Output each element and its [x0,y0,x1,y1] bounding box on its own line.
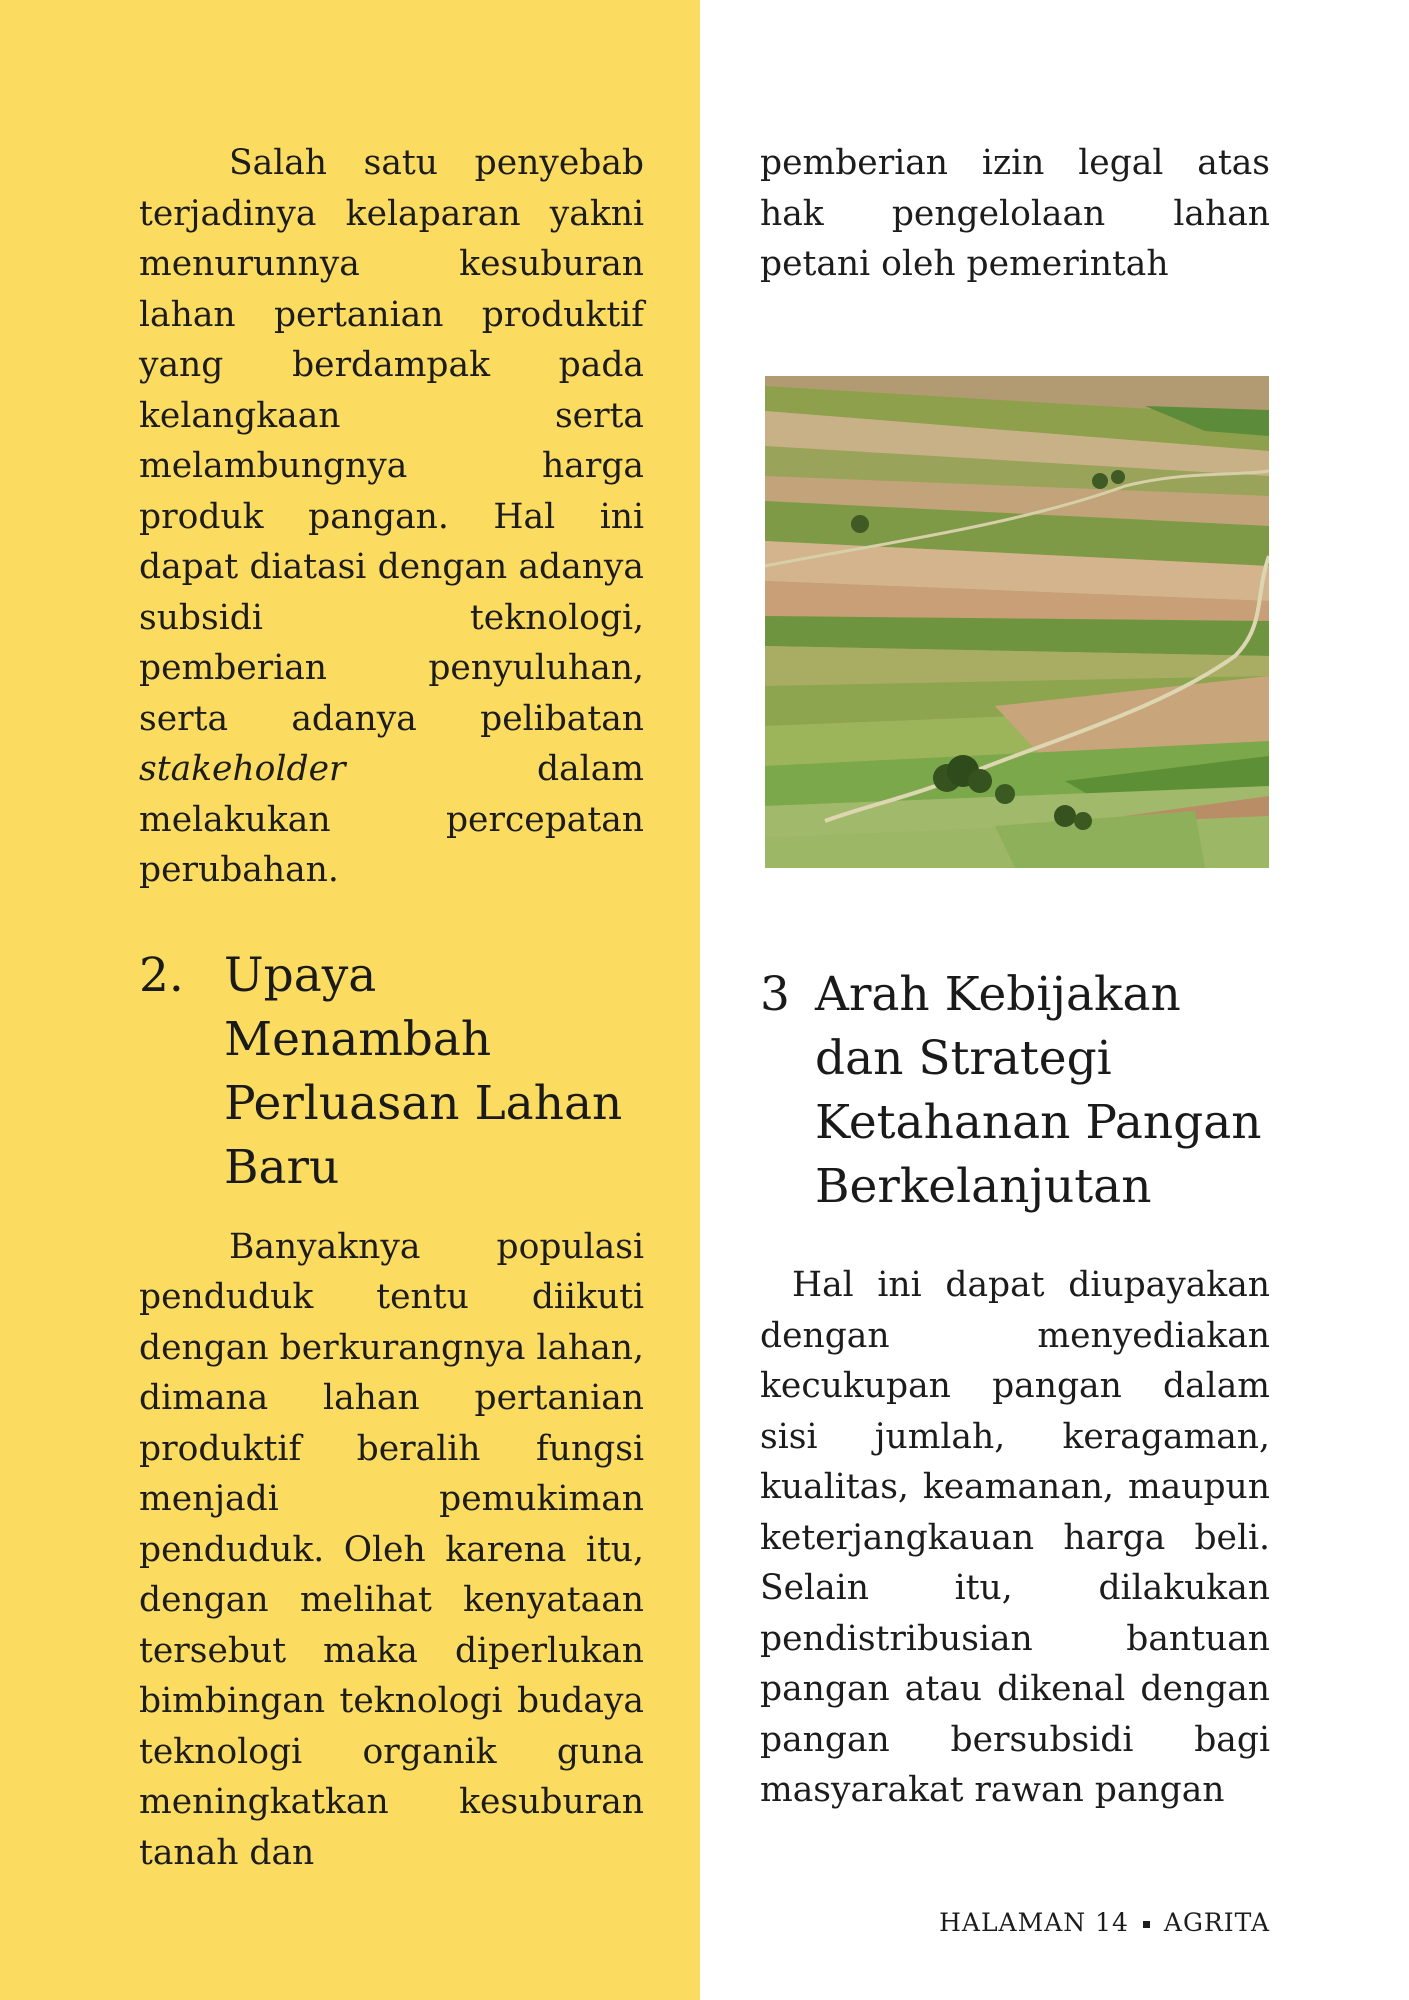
right-heading-container [760,963,1280,1257]
magazine-name: AGRITA [1163,1908,1270,1937]
section-heading-3 [760,963,1280,1219]
farmland-aerial-photo [765,376,1269,868]
section-number: 2. [139,947,184,1003]
section-heading-2 [139,944,644,1200]
right-column-top [760,138,1270,868]
right-paragraph-2: Hal ini dapat diupayakan dengan menyediakan kecukupan pangan dalam sisi jumlah, keragaman, kualitas, keamanan, maupun keterjangkauan harga beli. Selain itu, dilakukan pendistribusian bantuan pangan atau dikenal dengan pangan bersubsidi bagi masyarakat rawan pangan [760,1265,1270,1810]
left-paragraph-2: Banyaknya populasi penduduk tentu diikuti dengan berkurangnya lahan, dimana lahan pertanian produktif beralih fungsi menjadi pemukiman penduduk. Oleh karena itu, dengan melihat kenyataan tersebut maka diperlukan bimbingan teknologi budaya teknologi organik guna meningkatkan kesuburan tanah dan [139,1226,644,1873]
right-paragraph-1: pemberian izin legal atas hak pengelolaan lahan petani oleh pemerintah [760,143,1270,284]
page-footer [939,1908,1270,1937]
section-title: Upaya Menambah Perluasan Lahan Baru [224,947,623,1195]
left-column [139,138,644,1878]
emphasized-term: stakeholder [139,749,346,789]
separator-dot [1143,1921,1150,1928]
section-title: Arah Kebijakan dan Strategi Ketahanan Pangan Berkelanjutan [815,967,1262,1214]
left-paragraph-1: Salah satu penyebab terjadinya kelaparan yakni menurunnya kesuburan lahan pertanian produktif yang berdampak pada kelangkaan serta melambungnya harga produk pangan. Hal ini dapat diatasi dengan adanya subsidi teknologi, pemberian penyuluhan, serta adanya pelibatan stakeholder dalam melakukan percepatan perubahan. [139,143,644,890]
right-body-container [760,1260,1270,1816]
section-number: 3 [760,967,790,1022]
page-number: HALAMAN 14 [939,1908,1129,1937]
